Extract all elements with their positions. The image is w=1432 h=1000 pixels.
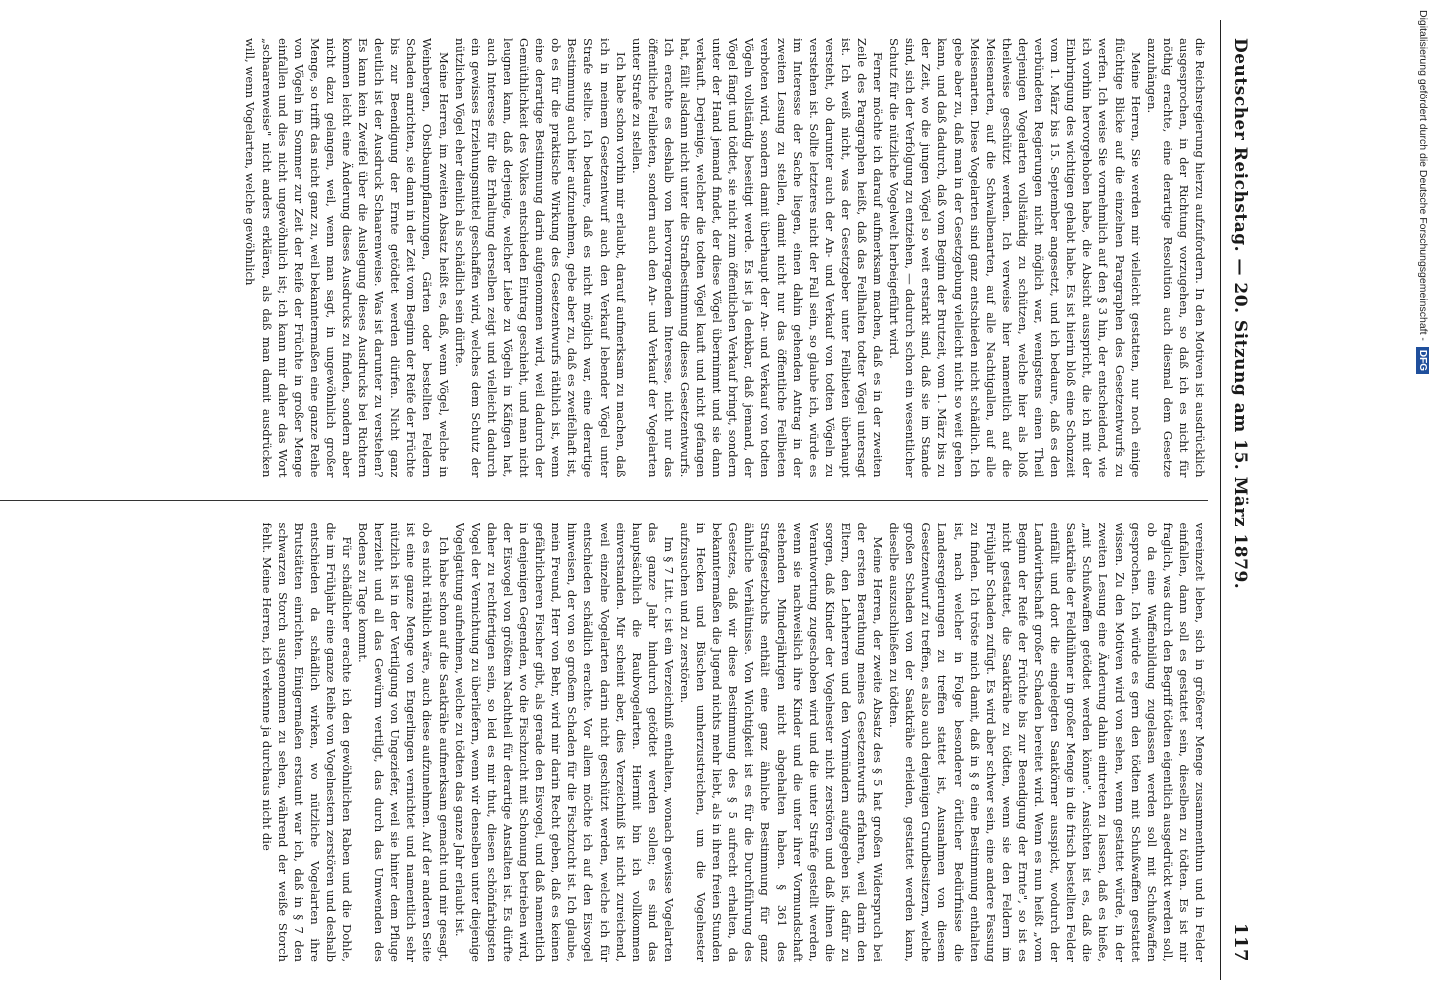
header-title: Deutscher Reichstag. — 20. Sitzung am 15. März 1879. — [1230, 38, 1251, 590]
paragraph: Für schädlicher erachte ich den gewöhnlichen Raben und die Dohle, die im Frühjahr eine ganze Reihe von Vogelnestern zerstören und deshalb entschieden da schädlich wirken, wo nützliche Vogelarten ihre Brutstätten einrichten. Einigermaßen erstaunt war ich, daß in § 7 den schwarzen Storch ausgenommen zu sehen, während der weiße Storch fehlt. Meine Herren, ich verkenne ja durchaus nicht die — [259, 522, 355, 962]
paragraph: Meine Herren, im zweiten Absatz heißt es, daß, wenn Vögel, welche in Weinbergen, Obstbaumpflanzungen, Gärten oder bestellten Feldern Schaden anrichten, sie dann in der Zeit vom Beginn der Reife der Früchte bis zur Beendigung der Ernte getödtet werden dürfen. Nicht ganz deutlich ist der Ausdruck Schaarenweise. Was ist darunter zu verstehen? Es kann kein Zweifel über die Auslegung dieses Ausdrucks bei Richtern kommen leicht eine Änderung dieses Ausdrucks zu finden, sondern aber nicht dazu gelangen, weil, wenn man sagt, in ungewöhnlich großer Menge, so trifft das nicht ganz zu, weil bekanntermaßen eine ganze Reihe von Vögeln im Sommer zur Zeit der Reife der Früchte in großer Menge einfallen und dies nicht ungewöhnlich ist; ich kann mir daher das Wort „schaarenweise" nicht anders erklären, als daß man damit ausdrücken will, wenn Vogelarten, welche gewöhnlich — [243, 38, 451, 478]
dfg-logo: DFG — [1417, 347, 1430, 374]
attribution-text: Digitalisierung gefördert durch die Deutsche Forschungsgemeinschaft - — [1417, 10, 1429, 341]
paragraph: Ich habe schon vorhin mir erlaubt, darauf aufmerksam zu machen, daß ich in meinem Gesetzentwurf auch den Verkauf lebender Vögel unter Strafe stellte. Ich bedaure, daß es nicht möglich war, eine derartige Bestimmung auch hier aufzunehmen, gebe aber zu, daß es zweifelhaft ist, ob es für die praktische Wirkung des Gesetzentwurfs räthlich ist, wenn eine derartige Bestimmung darin aufgenommen wird, weil dadurch der Gemüthlichkeit des Volkes entschieden Eintrag geschieht, und man nicht leugnen kann, daß derjenige, welcher Liebe zu Vögeln in Käfigen hat, auch Interesse für die Erhaltung derselben zeigt und vielleicht dadurch ein gewisses Erziehungsmittel geschaffen wird, welches dem Schutz der nützlichen Vögel eher dienlich als schädlich sein dürfte. — [452, 38, 628, 478]
rotated-document-page — [0, 20, 1260, 980]
paragraph: die Reichsregierung hierzu aufzufordern. In den Motiven ist ausdrücklich ausgesprochen, in der Richtung vorzugehen, so daß ich es nicht für nöthig erachte, eine derartige Resolution auch diesmal dem Gesetze anzuhängen. — [1144, 38, 1207, 478]
paragraph: Im § 7 Litt. c ist ein Verzeichniß enthalten, wonach gewisse Vogelarten das ganze Jahr hindurch getödtet werden sollen; es sind das hauptsächlich die Raubvogelarten. Hiermit bin ich vollkommen einverstanden. Mir scheint aber, dies Verzeichniß ist nicht zureichend, weil einzelne Vogelarten darin nicht geschützt werden, welche ich für entschieden schädlich erachte. Vor allem möchte ich auf den Eisvogel hinweisen, der von so großem Schaden für die Fischzucht ist. Ich glaube, mein Freund, Herr von Behr, wird mir darin Recht geben, daß es keinen gefährlicheren Fischer gibt, als gerade den Eisvogel, und daß namentlich in denjenigen Gegenden, wo die Fischzucht mit Schonung betrieben wird, der Eisvogel von größtem Nachtheil für derartige Anstalten ist. Es dürfte daher zu rechtfertigen sein, so leid es mir thut, diesen schönfarbigsten Vogel der Vernichtung zu überliefern, wenn wir denselben unter diejenige Vogelgattung aufnehmen, welche zu tödten das ganze Jahr erlaubt ist. — [452, 522, 676, 962]
text-column-right — [0, 523, 1208, 963]
paragraph: Ferner möchte ich darauf aufmerksam machen, daß es in der zweiten Zeile des Paragraphen heißt, daß das Feilhalten todter Vögel untersagt ist. Ich weiß nicht, was der Gesetzgeber unter Feilbieten überhaupt versteht, ob darunter auch der An- und Verkauf von todten Vögeln zu verstehen ist. Sollte letzteres nicht der Fall sein, so glaube ich, würde es im Interesse der Sache liegen, einen dahin gehenden Antrag in der zweiten Lesung zu stellen, damit nicht nur das öffentliche Feilbieten verboten wird, sondern damit überhaupt der An- und Verkauf von todten Vögeln vollständig beseitigt werde. Es ist ja denkbar, daß jemand, der Vögel fängt und tödtet, sie nicht zum öffentlichen Verkauf bringt, sondern unter der Hand jemand findet, der diese Vögel übernimmt und sie dann verkauft. Derjenige, welcher die todten Vögel kauft und nicht gefangen hat, fällt alsdann nicht unter die Strafbestimmung dieses Gesetzentwurfs. Ich erachte es deshalb von hervorragendem Interesse, nicht nur das öffentliche Feilbieten, sondern auch den An- und Verkauf der Vogelarten unter Strafe zu stellen. — [629, 38, 886, 478]
attribution-strip — [1416, 10, 1430, 990]
paragraph: Meine Herren, der zweite Absatz des § 5 hat großen Widerspruch bei der ersten Berathung meines Gesetzentwurfs erfahren, weil darin den Eltern, den Lehrherren und den Vormündern aufgegeben ist, dafür zu sorgen, daß Kinder der Vogelnester nicht zerstören und daß ihnen die Verantwortung zugeschoben wird und die unter Strafe gestellt werden, wenn sie nachweislich ihre Kinder und die unter ihrer Vormundschaft stehenden Minderjährigen nicht abgehalten haben. § 361 des Strafgesetzbuchs enthält eine ganz ähnliche Bestimmung für ganz ähnliche Verhältnisse. Von Wichtigkeit ist es für die Durchführung des Gesetzes, daß wir diese Bestimmung des § 5 aufrecht erhalten, da bekanntermaßen die Jugend nichts mehr liebt, als in ihren freien Stunden in Hecken und Büschen umherzustreichen, um die Vogelnester aufzusuchen und zu zerstören. — [678, 522, 886, 962]
page-number: 117 — [1230, 922, 1251, 962]
text-columns — [0, 38, 1208, 962]
paragraph: vereinzelt leben, sich in größerer Menge zusammenthun und in Felder einfallen, dann soll es gestattet sein, dieselben zu tödten. Es ist mir fraglich, was durch den Begriff tödten eigentlich ausgedrückt werden soll, ob da eine Waffenbildung zugelassen werden soll mit Schußwaffen gesprochen. Ich würde es gern den tödten mit Schußwaffen gestattet wissen. Zu den Motiven wird von sehen, wenn gestattet würde, in der zweiten Lesung eine Änderung dahin eintreten zu lassen, daß es hieße, „mit Schußwaffen getödtet werden könne". Ansichten ist es, daß die Saatkrähe der Feldhühner in großer Menge in die frisch bestellten Felder einfällt und dort die eingelegten Saatkörner ausspickt, wodurch der Landwirthschaft großer Schaden bereitet wird. Wenn es nun heißt „vom Beginn der Reife der Früchte bis zur Beendigung der Ernte", so ist es nicht gestattet, die Saatkrähe zu tödten, wenn sie den Feldern im Frühjahr Schaden zufügt. Es wird aber schwer sein, eine andere Fassung zu finden. Ich tröste mich damit, daß in § 8 eine Bestimmung enthalten ist, nach welcher in Folge besonderer örtlicher Bedürfnisse die Landesregierungen zu treffen stattet ist, Ausnahmen von diesem Gesetzentwurf zu treffen, es also auch denjenigen Grundbesitzern, welche großen Schaden von der Saatkrähe erleiden, gestattet werden kann, dieselbe auszuschließen zu tödten. — [887, 522, 1207, 962]
paragraph: Ich habe schon auf die Saatkrähe aufmerksam gemacht und mir gesagt, ob es nicht räthlich wäre, auch diese aufzunehmen. Auf der anderen Seite ist eine ganze Menge von Engerlingen vernichtet und namentlich sehr nützlich ist in der Vertilgung von Ungeziefer, weil sie hinter dem Pfluge herzieht und all das Gewürm vertilgt, das durch das Umwenden des Bodens zu Tage kommt. — [356, 522, 451, 962]
column-divider — [0, 500, 1208, 501]
text-column-left — [0, 38, 1208, 478]
paragraph: Meine Herren, Sie werden mir vielleicht gestatten, nur noch einige flüchtige Blicke auf die einzelnen Paragraphen des Gesetzentwurfs zu werfen. Ich weise Sie vornehmlich auf den § 3 hin, der entscheidend, wie ich vorhin hervorgehoben habe, die Absicht ausspricht, die ich mit der Einbringung des wichtigen gehabt habe. Es ist hierin bloß eine Schonzeit vom 1. März bis 15. September angesetzt, und ich bedaure, daß es den verbündeten Regierungen nicht möglich war, wenigstens einen Theil derjenigen Vogelarten vollständig zu schützen, welche hier als bloß theilweise geschützt werden. Ich verweise hier namentlich auf die Meisenarten, auf die Schwalbenarten, auf alle Nachtigallen, auf alle Meisenarten. Diese Vogelarten sind ganz entschieden nicht schädlich. Ich gebe aber zu, daß man in der Gesetzgebung vielleicht nicht so weit gehen kann, und daß dadurch, daß vom Beginn der Brutzeit, vom 1. März bis zu der Zeit, wo die jungen Vögel so weit erstarkt sind, daß sie im Stande sind, sich der Verfolgung zu entziehen, — dadurch schon ein wesentlicher Schutz für die nützliche Vogelwelt herbeigeführt wird. — [887, 38, 1143, 478]
running-header — [1220, 20, 1260, 980]
